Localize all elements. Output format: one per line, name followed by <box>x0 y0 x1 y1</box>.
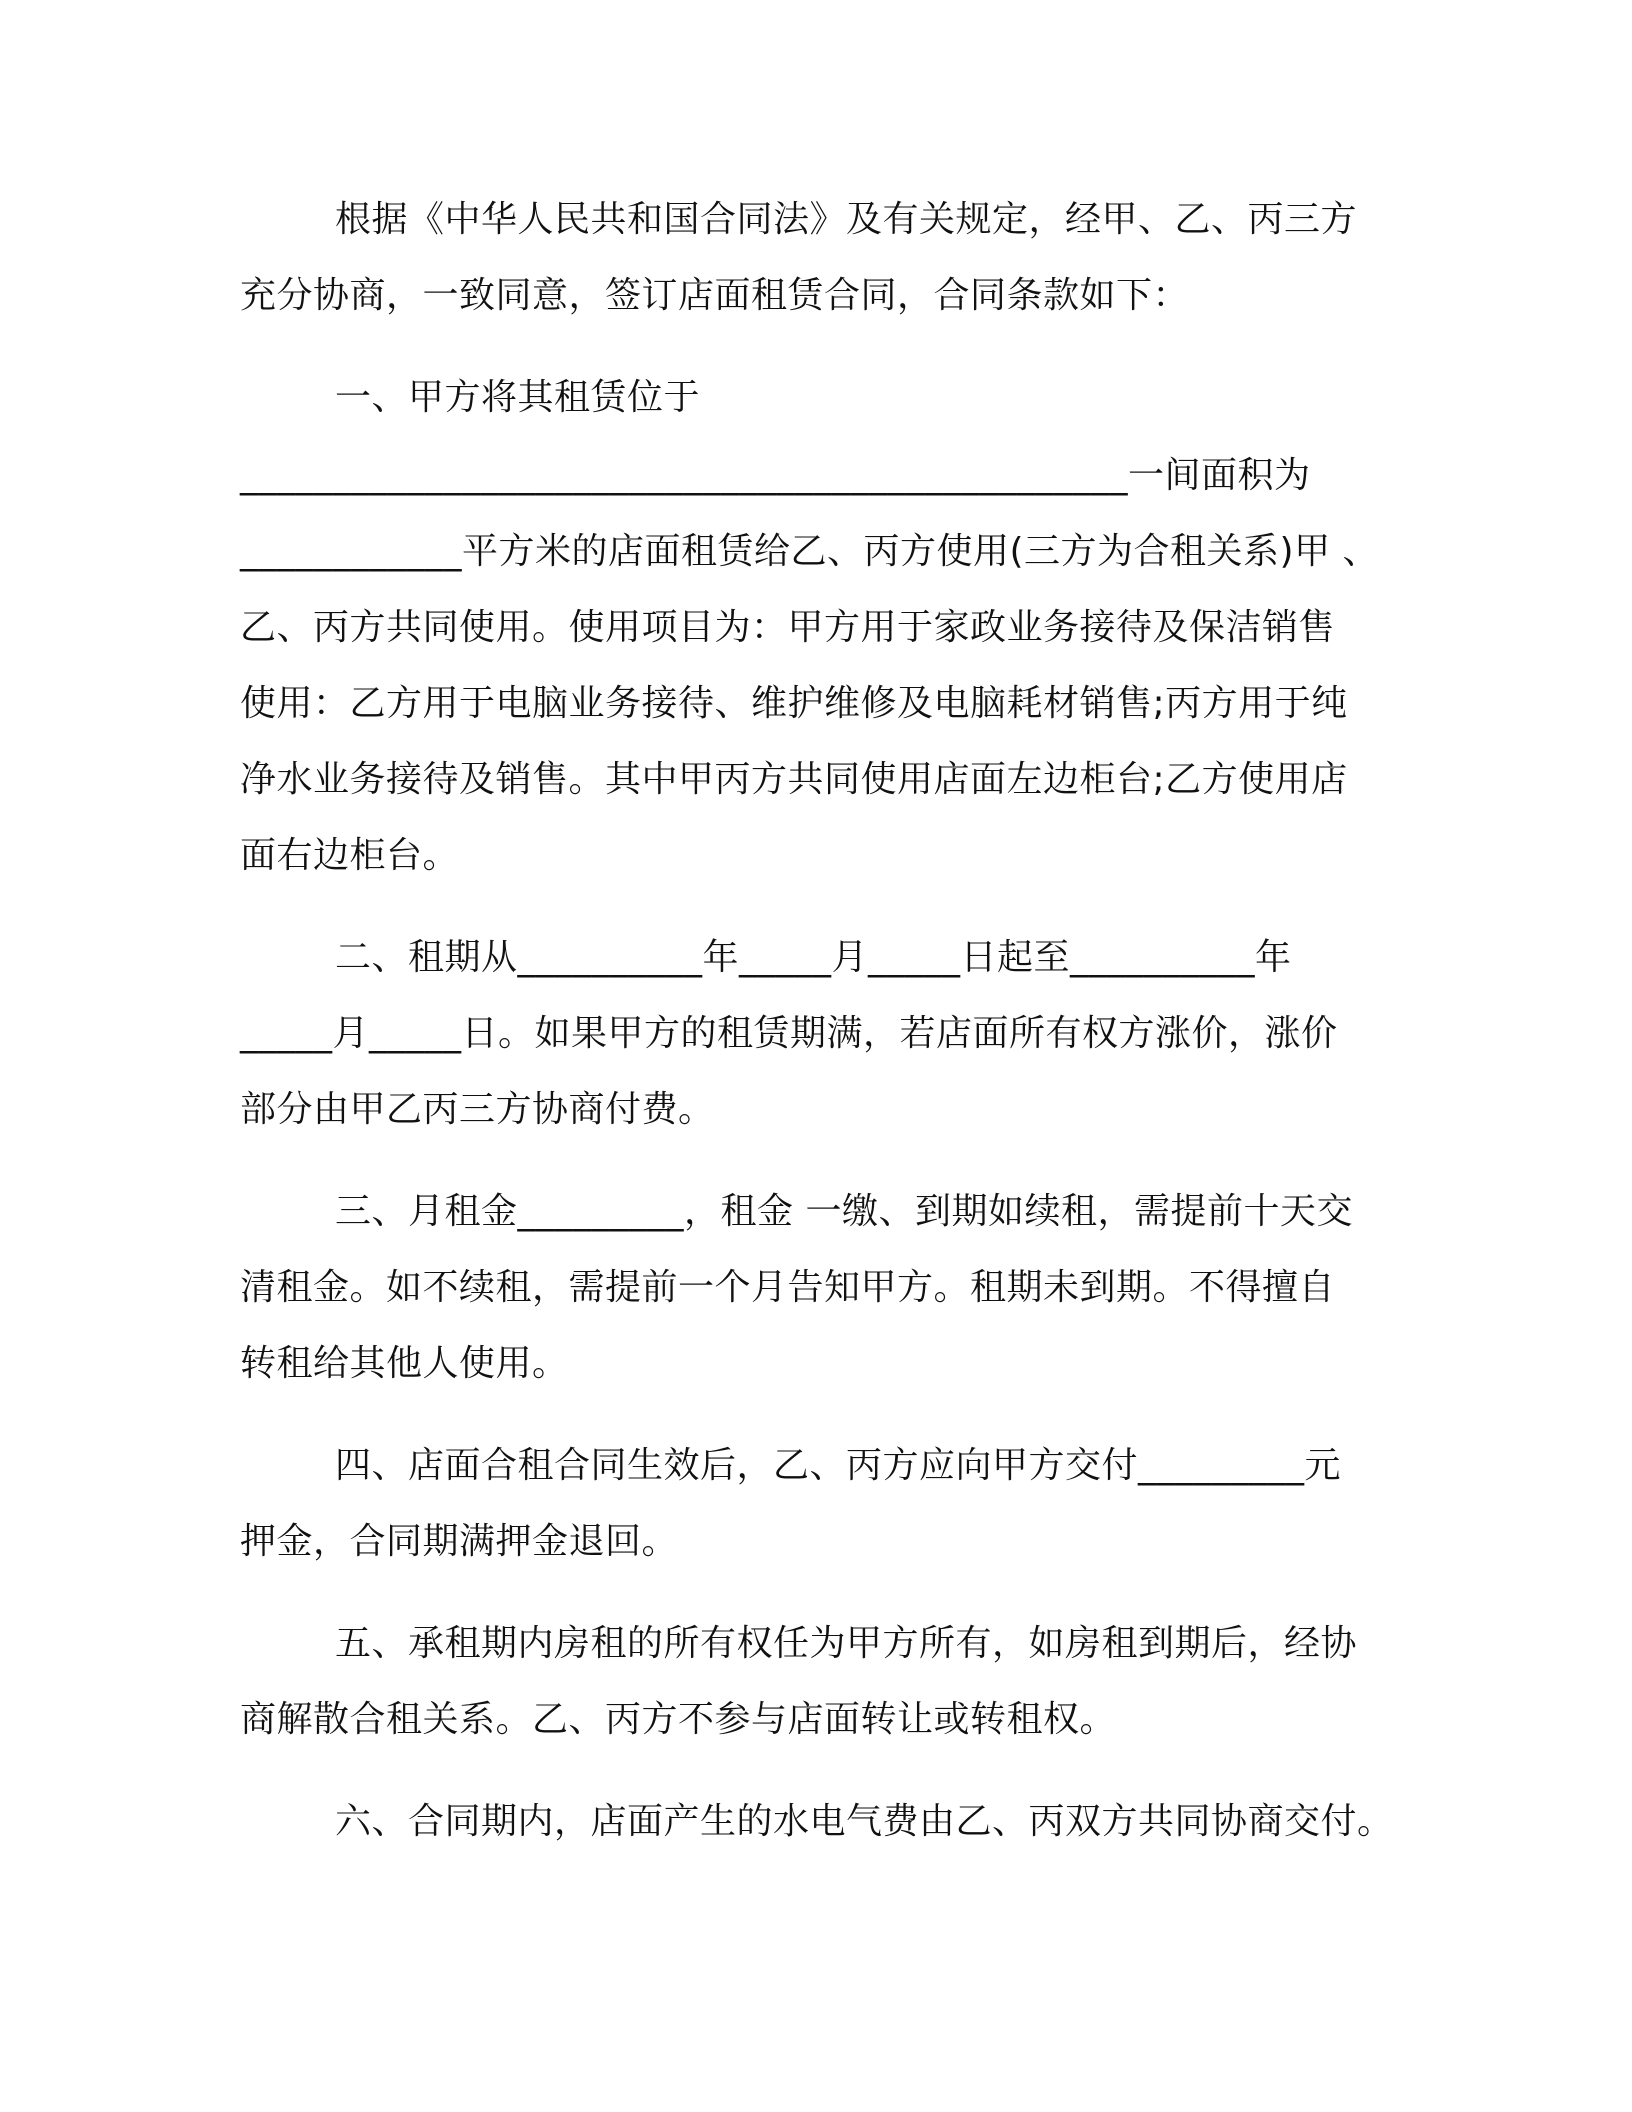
clause-heading: 六、合同期内，店面产生的水电气费由乙、丙双方共同协商交付。 <box>335 1801 1394 1842</box>
text-line: 乙、丙方共同使用。使用项目为：甲方用于家政业务接待及保洁销售 <box>240 607 1336 648</box>
text-line: ____________平方米的店面租赁给乙、丙方使用(三方为合租关系)甲 、 <box>240 531 1380 572</box>
text-line: 充分协商，一致同意，签订店面租赁合同，合同条款如下： <box>240 275 1190 316</box>
clause-heading: 三、月租金_________，租金 一缴、到期如续租，需提前十天交 <box>335 1191 1353 1232</box>
text-line: _____月_____日。如果甲方的租赁期满，若店面所有权方涨价，涨价 <box>240 1013 1338 1054</box>
text-line: 部分由甲乙丙三方协商付费。 <box>240 1089 715 1130</box>
clause-heading: 一、甲方将其租赁位于 <box>335 377 701 418</box>
text-line: 净水业务接待及销售。其中甲丙方共同使用店面左边柜台;乙方使用店 <box>240 759 1348 800</box>
text-line: 清租金。如不续租，需提前一个月告知甲方。租期未到期。不得擅自 <box>240 1267 1336 1308</box>
text-line: 转租给其他人使用。 <box>240 1343 569 1384</box>
text-line: 押金，合同期满押金退回。 <box>240 1521 679 1562</box>
text-line: 面右边柜台。 <box>240 835 460 876</box>
clause-heading: 二、租期从__________年_____月_____日起至__________年 <box>335 937 1292 978</box>
clause-heading: 五、承租期内房租的所有权任为甲方所有，如房租到期后，经协 <box>335 1623 1358 1664</box>
text-line: 根据《中华人民共和国合同法》及有关规定，经甲、乙、丙三方 <box>335 199 1358 240</box>
text-line: 商解散合租关系。乙、丙方不参与店面转让或转租权。 <box>240 1699 1117 1740</box>
text-line: 使用：乙方用于电脑业务接待、维护维修及电脑耗材销售;丙方用于纯 <box>240 683 1348 724</box>
clause-heading: 四、店面合租合同生效后，乙、丙方应向甲方交付_________元 <box>335 1445 1342 1486</box>
text-line: ________________________________________________一间面积为 <box>240 455 1311 496</box>
